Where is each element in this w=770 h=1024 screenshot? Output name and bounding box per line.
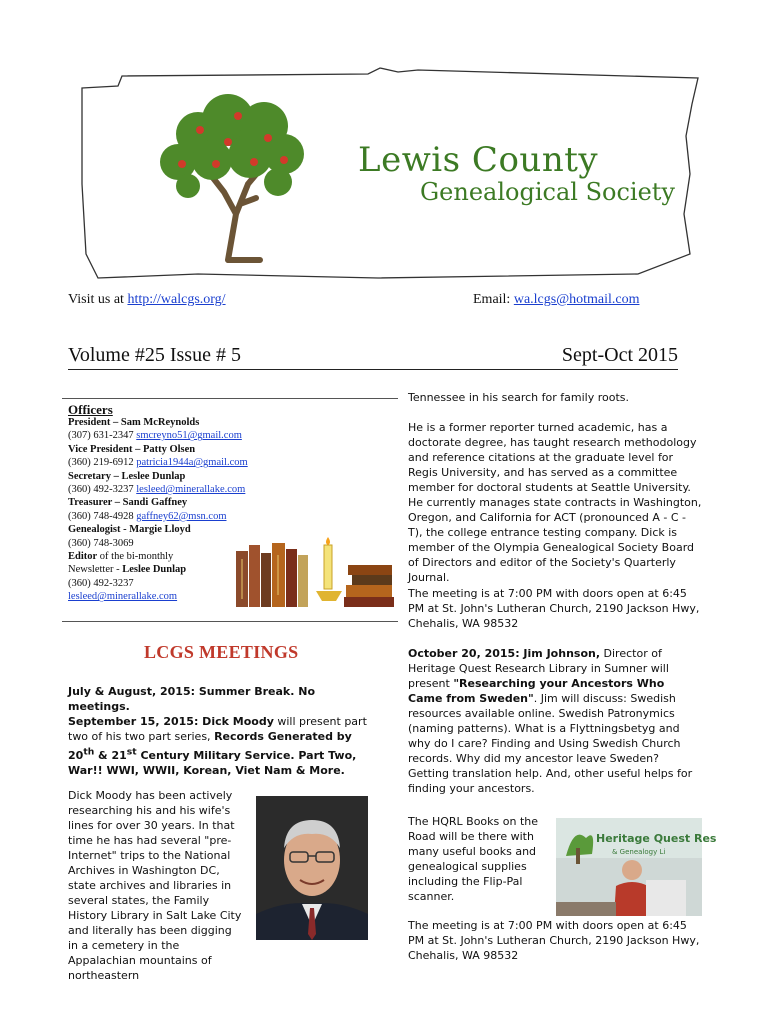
editor-label: Editor [68, 551, 98, 563]
september-text: will present part two of his two part series, [68, 715, 367, 743]
svg-text:Heritage Quest Res: Heritage Quest Res [596, 832, 717, 845]
newsletter-phone: (360) 492-3237 [68, 577, 134, 589]
newsletter-name: Leslee Dunlap [122, 564, 187, 576]
website-link[interactable]: http://walcgs.org/ [127, 292, 226, 307]
newsletter-text: Newsletter - [68, 564, 123, 576]
topic-part-3: Century Military Service. Part Two, War!! WWI, WWII, Korean, Viet Nam & More. [68, 748, 357, 777]
secretary-phone: (360) 492-3237 [68, 484, 137, 496]
topic-part-2: & 21 [94, 748, 127, 762]
editor-text: of the bi-monthly [97, 551, 174, 563]
genealogist-label: Genealogist - Margie Lloyd [68, 524, 191, 536]
hqrl-books-note: The HQRL Books on the Road will be there with many useful books and genealogical supplies including the Flip-Pal scanner. [408, 815, 539, 903]
secretary-label: Secretary – Leslee Dunlap [68, 470, 186, 482]
org-subtitle: Genealogical Society [420, 178, 675, 206]
header-divider [68, 369, 678, 370]
president-email[interactable]: smcreyno51@gmail.com [136, 430, 242, 442]
president-label: President – Sam McReynolds [68, 417, 200, 428]
treasurer-email[interactable]: gaffney62@msn.com [136, 510, 227, 522]
officers-heading: Officers [68, 402, 113, 417]
heritage-quest-photo [556, 818, 717, 916]
vp-phone: (360) 219-6912 [68, 457, 137, 469]
issue-date: Sept-Oct 2015 [561, 344, 678, 366]
books-candle-icon [232, 535, 398, 611]
org-title: Lewis County [358, 140, 599, 180]
october-meeting-location: The meeting is at 7:00 PM with doors open at 6:45 PM at St. John's Lutheran Church, 2190 Jackson Hwy, Chehalis, WA 98532 [408, 919, 700, 962]
email-line [473, 292, 639, 308]
dick-moody-bio: Dick Moody has been actively researching his and his wife's lines for over 30 years. In that time he has had several "pre-Internet" trips to the National Archives in Washington DC, state archives and libraries in several states, the Family History Library in Salt Lake City and literally has been digging in a cemetery in the Appalachian mountains of northeastern [68, 789, 242, 982]
email-link[interactable]: wa.lcgs@hotmail.com [513, 292, 640, 307]
july-august-notice: July & August, 2015: Summer Break. No meetings. [68, 685, 315, 713]
treasurer-label: Treasurer – Sandi Gaffney [68, 497, 188, 509]
september-date: September 15, 2015: Dick Moody [68, 715, 274, 728]
genealogist-phone: (360) 748-3069 [68, 537, 134, 549]
president-phone: (307) 631-2347 [68, 430, 137, 442]
volume-issue: Volume #25 Issue # 5 [68, 344, 241, 366]
meetings-heading: LCGS MEETINGS [144, 642, 299, 662]
vp-email[interactable]: patricia1944a@gmail.com [136, 457, 248, 469]
topic-sup-1: th [83, 746, 95, 757]
right-para-1: Tennessee in his search for family roots. [408, 391, 629, 404]
september-meeting [68, 714, 368, 778]
vp-label: Vice President – Patty Olsen [68, 443, 196, 455]
october-date: October 20, 2015: Jim Johnson, [408, 647, 601, 660]
october-text-2: . Jim will discuss: Swedish resources available online. Swedish Patronymics (naming patterns). What is a Flyttningsbetyg and why do I care? Finding and Using Swedish Church records. Why did my ancestor leave Sweden? Getting translation help. And, other useful helps for finding your ancestors. [408, 692, 693, 795]
visit-prefix: Visit us at [68, 292, 128, 307]
svg-text:& Genealogy Li: & Genealogy Li [612, 848, 666, 856]
october-meeting [408, 646, 700, 796]
dick-moody-photo [256, 796, 368, 940]
newsletter-email[interactable]: lesleed@minerallake.com [68, 591, 178, 603]
visit-line [68, 292, 226, 308]
october-text-1: Director of Heritage Quest Research Library in Sumner will present [408, 647, 669, 690]
email-prefix: Email: [473, 292, 514, 307]
october-topic: "Researching your Ancestors Who Came from Sweden" [408, 677, 665, 705]
dick-moody-credentials: He is a former reporter turned academic, has a doctorate degree, has taught research methodology and reference citations at the graduate level for Regis University, and has served as a committee member for doctoral students at Seattle University. He currently manages state contracts in Washington, Oregon, and California for ACT (pronounced A - C - T), the college entrance testing company. Dick is member of the Olympia Genealogical Society Board of Directors and editor of the Society's Quarterly Journal. [408, 421, 702, 584]
topic-part-1: Records Generated by 20 [68, 730, 352, 762]
secretary-email[interactable]: lesleed@minerallake.com [136, 484, 246, 496]
september-meeting-location: The meeting is at 7:00 PM with doors open at 6:45 PM at St. John's Lutheran Church, 2190 Jackson Hwy, Chehalis, WA 98532 [408, 587, 700, 630]
treasurer-phone: (360) 748-4928 [68, 510, 137, 522]
topic-sup-2: st [126, 746, 137, 757]
